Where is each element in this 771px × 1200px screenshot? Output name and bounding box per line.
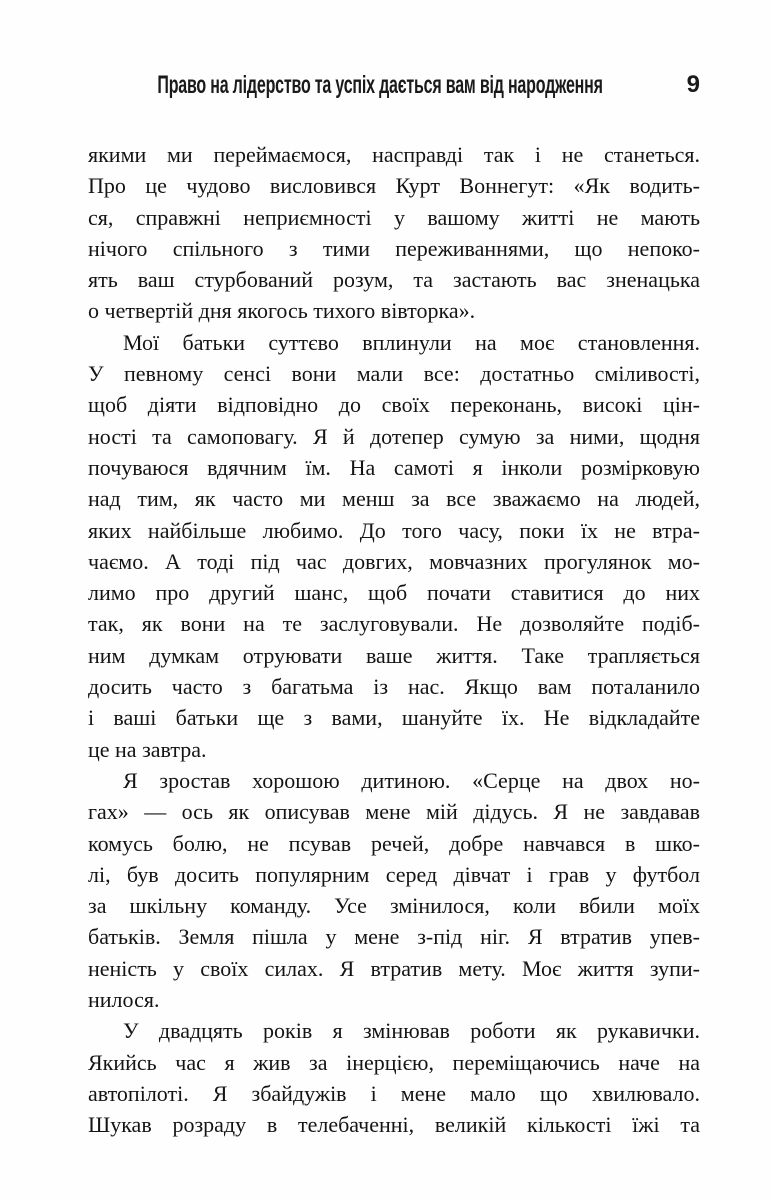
text-line: щоб діяти відповідно до своїх переконань, високі цін-: [88, 392, 700, 418]
running-title: Право на лідерство та успіх дається вам від народження: [157, 71, 603, 99]
text-line: Мої батьки суттєво вплинули на моє становлення.: [123, 329, 700, 355]
text-line: лі, був досить популярним серед дівчат і грав у футбол: [88, 861, 700, 887]
text-line: Я зростав хорошою дитиною. «Серце на двох но-: [123, 767, 700, 793]
text-block: [88, 139, 700, 1141]
text-line: нилося.: [88, 987, 160, 1013]
text-line: досить часто з багатьма із нас. Якщо вам поталанило: [88, 674, 700, 700]
paragraph: [88, 327, 700, 765]
text-line: ять ваш стурбований розум, та застають вас зненацька: [88, 267, 700, 293]
text-line: над тим, як часто ми менш за все зважаємо на людей,: [88, 486, 700, 512]
text-line: автопілоті. Я збайдужів і мене мало що хвилювало.: [88, 1080, 700, 1106]
text-line: о четвертій дня якогось тихого вівторка».: [88, 298, 476, 324]
text-line: лимо про другий шанс, щоб почати ставитися до них: [88, 580, 700, 606]
page-number: 9: [686, 71, 700, 98]
text-line: неність у своїх силах. Я втратив мету. Моє життя зупи-: [88, 955, 700, 981]
text-line: нічого спільного з тими переживаннями, що непоко-: [88, 235, 700, 261]
text-line: ності та самоповагу. Я й дотепер сумую за ними, щодня: [88, 423, 700, 449]
text-line: Якийсь час я жив за інерцією, переміщаючись наче на: [88, 1049, 700, 1075]
text-line: гах» — ось як описував мене мій дідусь. Я не завдавав: [88, 799, 700, 825]
text-line: Шукав розраду в телебаченні, великій кількості їжі та: [88, 1112, 700, 1138]
text-line: за шкільну команду. Усе змінилося, коли вбили моїх: [88, 893, 700, 919]
text-line: це на завтра.: [88, 736, 207, 762]
text-line: яких найбільше любимо. До того часу, поки їх не втра-: [88, 517, 700, 543]
paragraph: [88, 139, 700, 327]
text-line: У двадцять років я змінював роботи як рукавички.: [123, 1018, 700, 1044]
page-header: [88, 70, 700, 100]
text-line: і ваші батьки ще з вами, шануйте їх. Не відкладайте: [88, 705, 700, 731]
text-line: Про це чудово висловився Курт Воннегут: «Як водить-: [88, 173, 700, 199]
paragraph: [88, 765, 700, 1015]
text-line: так, як вони на те заслуговували. Не дозволяйте подіб-: [88, 611, 700, 637]
text-line: якими ми переймаємося, насправді так і не станеться.: [88, 142, 700, 167]
text-line: ся, справжні неприємності у вашому житті не мають: [88, 204, 700, 230]
text-line: ним думкам отруювати ваше життя. Таке трапляється: [88, 642, 700, 668]
text-line: комусь болю, не псував речей, добре навчався в шко-: [88, 830, 700, 856]
text-line: У певному сенсі вони мали все: достатньо сміливості,: [88, 361, 700, 387]
text-line: чаємо. А тоді під час довгих, мовчазних прогулянок мо-: [88, 548, 700, 574]
paragraph: [88, 1015, 700, 1140]
text-line: почуваюся вдячним їм. На самоті я інколи розмірковую: [88, 454, 700, 480]
text-line: батьків. Земля пішла у мене з-під ніг. Я втратив упев-: [88, 924, 700, 950]
